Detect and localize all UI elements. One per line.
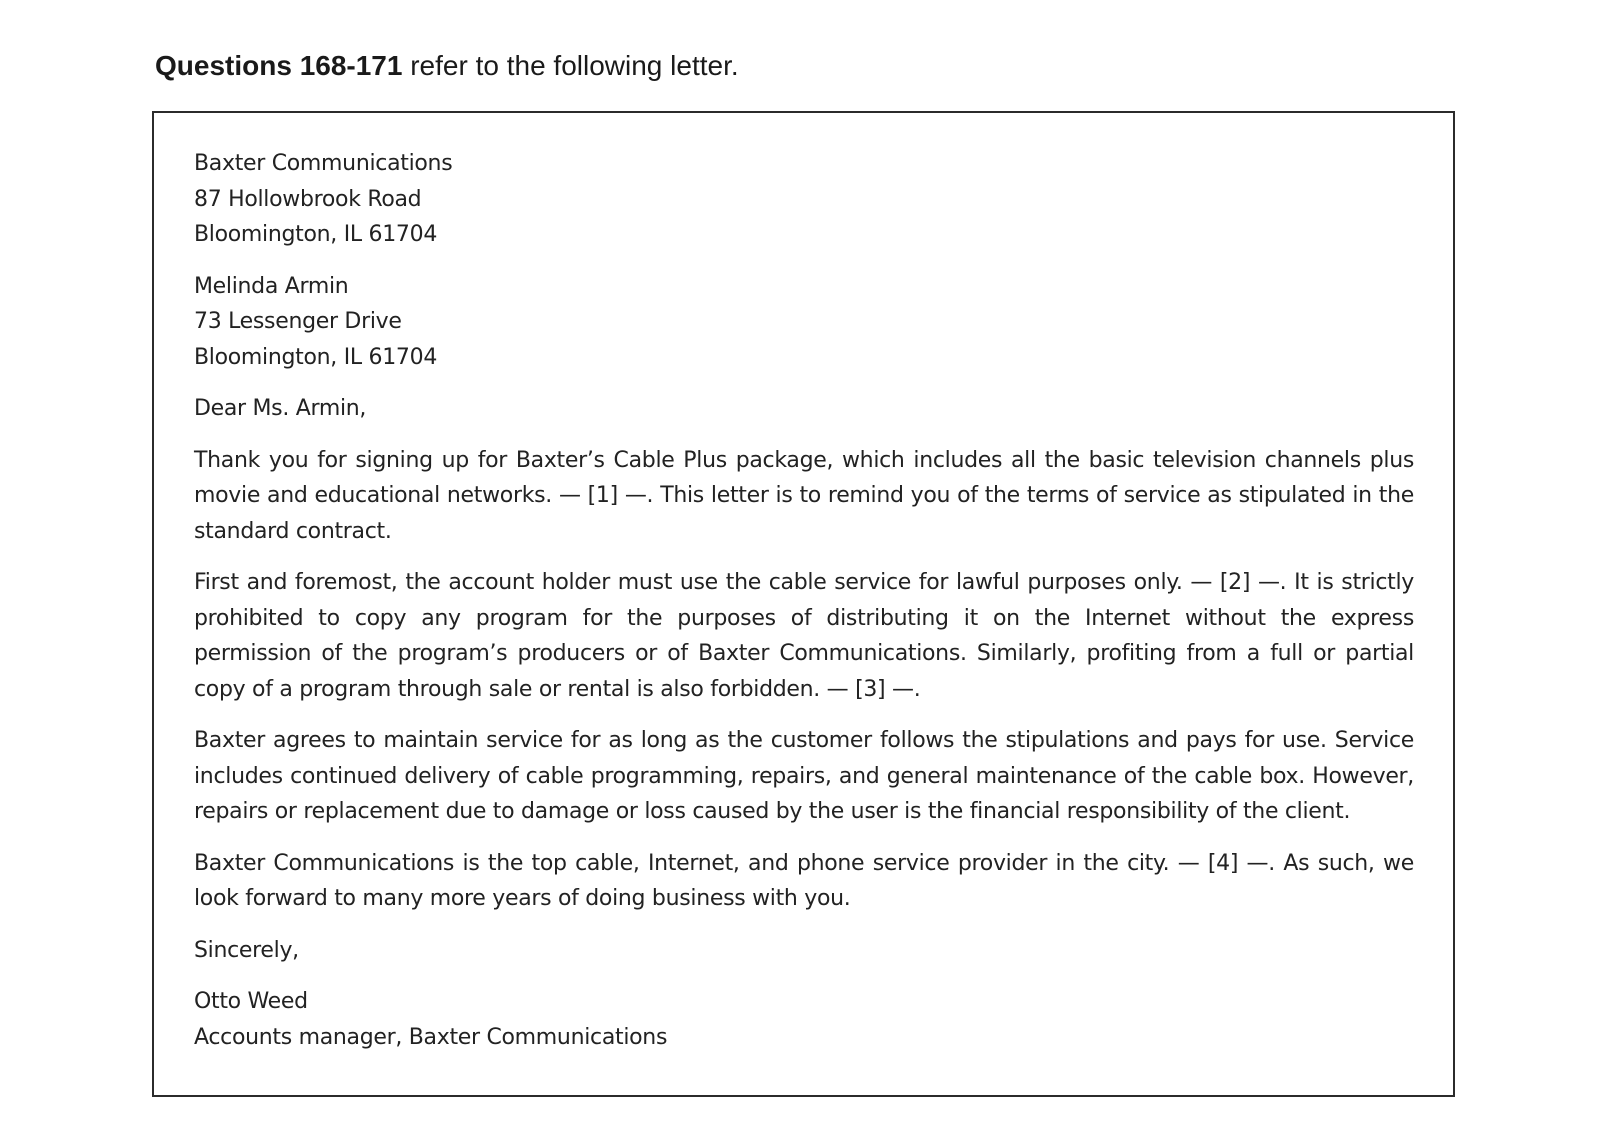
sender-name: Baxter Communications <box>194 151 453 176</box>
paragraph-line: permission of the program’s producers or of Baxter Communications. Similarly, profiting from a full or partial <box>194 641 1414 666</box>
signature-title: Accounts manager, Baxter Communications <box>194 1024 668 1050</box>
recipient-address <box>194 269 1414 376</box>
sender-street: 87 Hollowbrook Road <box>194 186 422 212</box>
letter-paragraph-service <box>194 723 1414 830</box>
paragraph-line: Baxter Communications is the top cable, Internet, and phone service provider in the city. — [4] —. As such, we <box>194 850 1414 876</box>
paragraph-line: movie and educational networks. — [1] —. This letter is to remind you of the terms of service as stipulated in the <box>194 483 1414 508</box>
recipient-street: 73 Lessenger Drive <box>194 309 402 334</box>
letter <box>194 146 1414 1055</box>
paragraph-line: copy of a program through sale or rental is also forbidden. — [3] —. <box>194 676 921 702</box>
salutation: Dear Ms. Armin, <box>194 396 367 421</box>
signature-name: Otto Weed <box>194 989 308 1014</box>
letter-paragraph-closing <box>194 846 1414 917</box>
closing: Sincerely, <box>194 937 299 963</box>
recipient-city: Bloomington, IL 61704 <box>194 344 438 370</box>
sender-city: Bloomington, IL 61704 <box>194 222 438 247</box>
question-number: Questions 168-171 <box>155 50 403 81</box>
paragraph-line: Thank you for signing up for Baxter’s Cable Plus package, which includes all the basic television channels plus <box>194 447 1414 473</box>
paragraph-line: includes continued delivery of cable programming, repairs, and general maintenance of the cable box. However, <box>194 763 1414 789</box>
paragraph-line: standard contract. <box>194 518 392 544</box>
letter-paragraph-intro <box>194 443 1414 550</box>
question-instruction: refer to the following letter. <box>410 50 739 81</box>
paragraph-line: Baxter agrees to maintain service for as long as the customer follows the stipulations and pays for use. Service <box>194 728 1414 753</box>
paragraph-line: look forward to many more years of doing business with you. <box>194 886 851 911</box>
paragraph-line: repairs or replacement due to damage or loss caused by the user is the financial responsibility of the client. <box>194 799 1351 824</box>
question-heading <box>155 46 739 86</box>
signature-block <box>194 984 1414 1055</box>
paragraph-line: First and foremost, the account holder must use the cable service for lawful purposes only. — [2] —. It is strictly <box>194 570 1414 595</box>
paragraph-line: prohibited to copy any program for the purposes of distributing it on the Internet without the express <box>194 605 1414 631</box>
letter-box <box>152 111 1455 1097</box>
sender-address <box>194 146 1414 253</box>
recipient-name: Melinda Armin <box>194 273 349 299</box>
letter-paragraph-terms <box>194 565 1414 707</box>
